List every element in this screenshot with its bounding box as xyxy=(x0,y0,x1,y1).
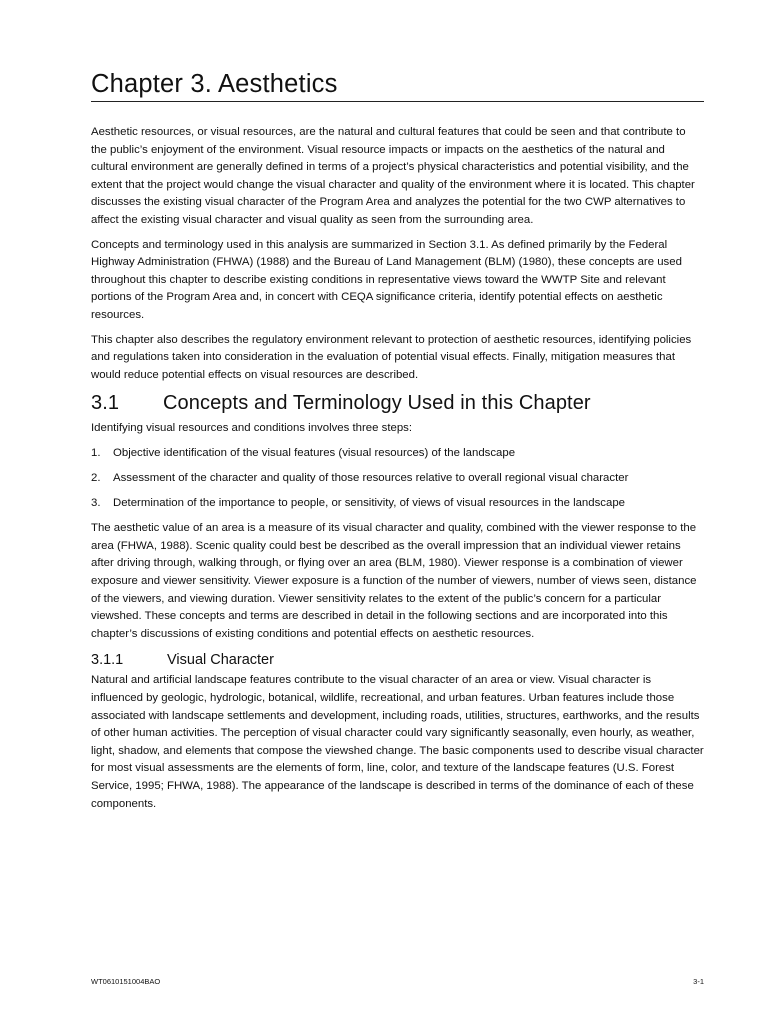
chapter-title: Chapter 3. Aesthetics xyxy=(91,68,704,102)
list-text: Objective identification of the visual features (visual resources) of the landscape xyxy=(113,446,516,459)
list-text: Determination of the importance to people, or sensitivity, of views of visual resources in the landscape xyxy=(113,497,625,510)
document-body xyxy=(91,124,704,820)
section-paragraph: The aesthetic value of an area is a measure of its visual character and quality, combined with the viewer response to the area (FHWA, 1988). Scenic quality could best be described as the overall impression that an individual viewer retains after driving through, walking through, or flying over an area (BLM, 1980). Viewer response is a combination of viewer exposure and viewer sensitivity. Viewer exposure is a function of the number of viewers, number of views seen, distance of the viewers, and viewing duration. Viewer sensitivity relates to the extent of the public’s concern for a particular viewshed. These concepts and terms are described in detail in the following sections and are incorporated into this chapter’s discussions of existing conditions and potential effects on aesthetic resources. xyxy=(91,522,697,640)
section-title: Concepts and Terminology Used in this Chapter xyxy=(163,392,591,415)
list-number: 1. xyxy=(91,446,101,459)
section-number: 3.1 xyxy=(91,392,120,415)
subsection-number: 3.1.1 xyxy=(91,652,124,669)
footer-page-number: 3-1 xyxy=(693,977,704,986)
intro-paragraph: Concepts and terminology used in this analysis are summarized in Section 3.1. As defined primarily by the Federal Highway Administration (FHWA) (1988) and the Bureau of Land Management (BLM) (1980), these concepts are used throughout this chapter to describe existing conditions in representative views toward the WWTP Site and relevant portions of the Program Area and, in concert with CEQA significance criteria, identify potential effects on aesthetic resources. xyxy=(91,238,682,321)
list-item xyxy=(91,445,704,463)
steps-list xyxy=(91,445,704,513)
list-item xyxy=(91,495,704,513)
list-number: 2. xyxy=(91,472,101,484)
section-lead: Identifying visual resources and conditions involves three steps: xyxy=(91,422,413,435)
intro-paragraph: This chapter also describes the regulatory environment relevant to protection of aesthetic resources, identifying policies and regulations taken into consideration in the evaluation of potential visual effects. Finally, mitigation measures that would reduce potential effects on visual resources are described. xyxy=(91,333,692,381)
list-number: 3. xyxy=(91,497,101,510)
subsection-paragraph: Natural and artificial landscape features contribute to the visual character of an area or view. Visual character is influenced by geologic, hydrologic, botanical, wildlife, recreational, and urban features. Urban features include those associated with landscape settlements and development, including roads, utilities, structures, earthworks, and the results of other human activities. The perception of visual character could vary significantly seasonally, even hourly, as weather, light, shadow, and elements that compose the viewshed change. The basic components used to describe visual character for most visual assessments are the elements of form, line, color, and texture of the landscape features (U.S. Forest Service, 1995; FHWA, 1988). The appearance of the landscape is described in terms of the dominance of each of these components. xyxy=(91,674,704,810)
intro-paragraph: Aesthetic resources, or visual resources, are the natural and cultural features that could be seen and that contribute to the public’s enjoyment of the environment. Visual resource impacts or impacts on the aesthetics of the natural and cultural environment are generally defined in terms of a project’s physical characteristics and potential visibility, and the extent that the project would change the visual character and quality of the environment where it is located. This chapter discusses the existing visual character of the Program Area and analyzes the potential for the two CWP alternatives to affect the existing visual character and visual quality as seen from the surrounding area. xyxy=(91,126,695,226)
page-footer xyxy=(91,977,704,986)
list-text: Assessment of the character and quality of those resources relative to overall regional visual character xyxy=(113,472,629,484)
subsection-title: Visual Character xyxy=(167,652,274,669)
section-heading-3-1 xyxy=(91,391,704,415)
footer-doc-id: WT0610151004BAO xyxy=(91,977,161,986)
list-item xyxy=(91,470,704,488)
subsection-heading-3-1-1 xyxy=(91,650,704,670)
